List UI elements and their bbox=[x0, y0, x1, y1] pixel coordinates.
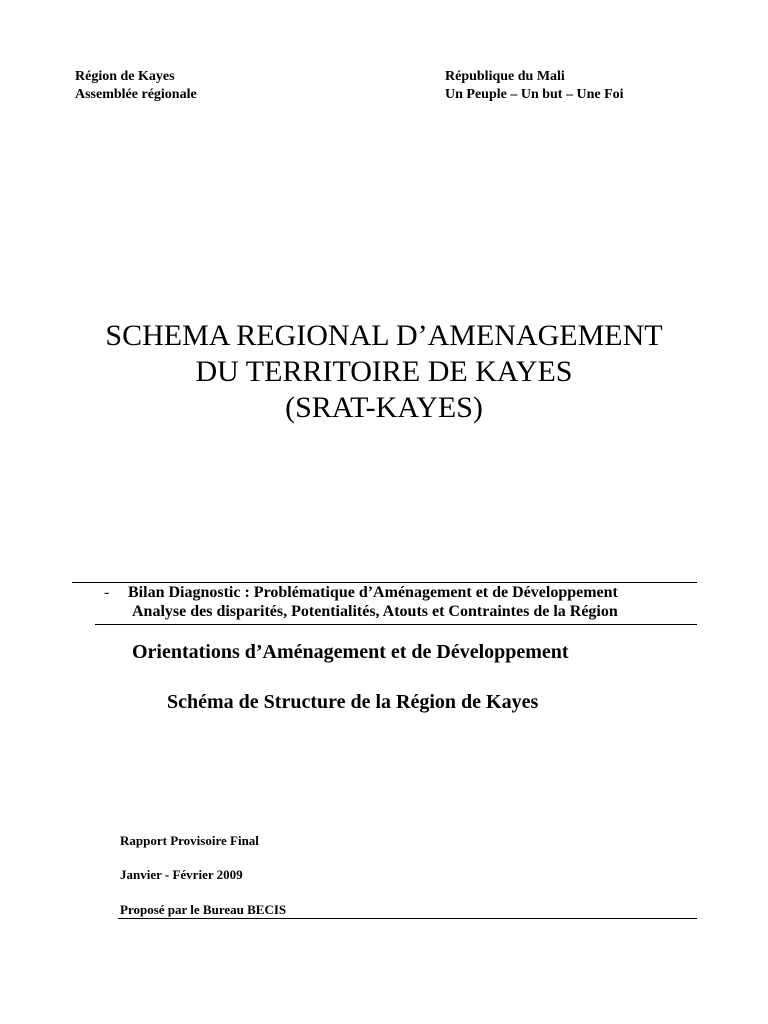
bilan-section bbox=[104, 583, 618, 620]
report-status: Rapport Provisoire Final bbox=[120, 833, 259, 848]
country-name: République du Mali bbox=[445, 69, 565, 84]
bilan-topic: Problématique d’Aménagement et de Développement bbox=[253, 584, 618, 601]
bilan-label: Bilan Diagnostic bbox=[128, 584, 241, 601]
bullet-dash: - bbox=[104, 584, 110, 601]
divider-middle bbox=[95, 624, 697, 625]
region-name: Région de Kayes bbox=[75, 69, 175, 84]
bilan-analysis: Analyse des disparités, Potentialités, Atouts et Contraintes de la Région bbox=[132, 603, 618, 620]
divider-bottom bbox=[118, 918, 697, 919]
title-line-2: DU TERRITOIRE DE KAYES bbox=[195, 355, 573, 388]
report-author: Proposé par le Bureau BECIS bbox=[120, 902, 287, 917]
header-left bbox=[75, 68, 197, 104]
assembly-name: Assemblée régionale bbox=[75, 87, 197, 102]
orientations-heading: Orientations d’Aménagement et de Développement bbox=[132, 641, 569, 663]
report-date: Janvier - Février 2009 bbox=[120, 867, 243, 882]
document-title bbox=[0, 318, 768, 426]
bilan-colon: : bbox=[240, 584, 254, 601]
schema-structure-heading: Schéma de Structure de la Région de Kayes bbox=[167, 691, 539, 713]
title-line-3: (SRAT-KAYES) bbox=[285, 391, 483, 424]
title-line-1: SCHEMA REGIONAL D’AMENAGEMENT bbox=[105, 319, 663, 352]
country-motto: Un Peuple – Un but – Une Foi bbox=[445, 87, 624, 102]
header-right bbox=[445, 68, 624, 104]
